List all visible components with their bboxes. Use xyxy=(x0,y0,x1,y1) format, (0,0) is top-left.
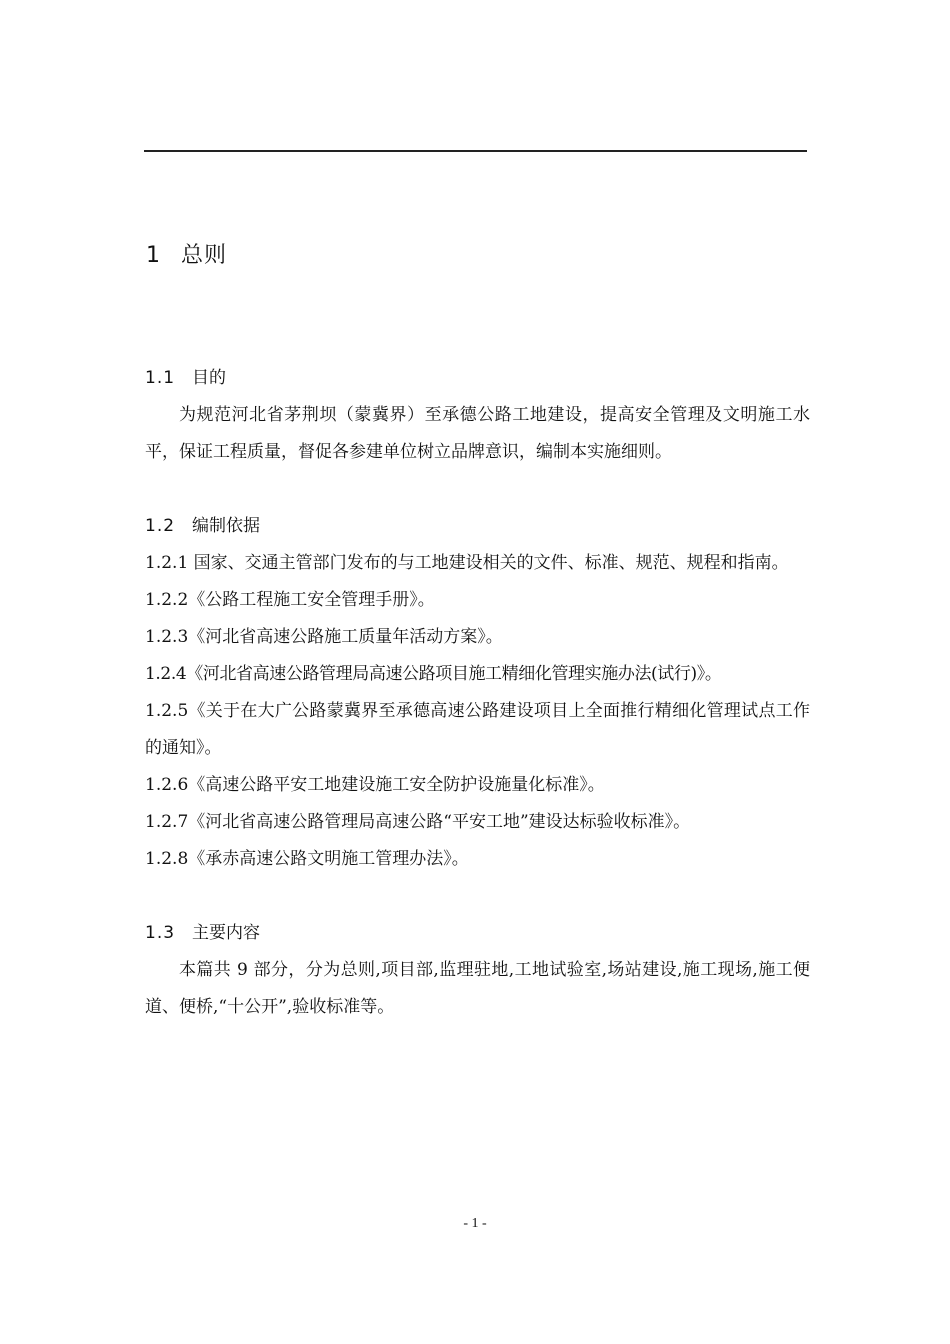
list-item: 1.2.6《高速公路平安工地建设施工安全防护设施量化标准》。 xyxy=(145,775,605,795)
section-1-3-paragraph: 本篇共 9 部分，分为总则,项目部,监理驻地,工地试验室,场站建设,施工现场,施工便道、便桥,“十公开”,验收标准等。 xyxy=(145,960,810,1017)
list-item: 1.2.5《关于在大广公路蒙冀界至承德高速公路建设项目上全面推行精细化管理试点工作的通知》。 xyxy=(145,701,810,758)
section-1-1-paragraph: 为规范河北省茅荆坝（蒙冀界）至承德公路工地建设，提高安全管理及文明施工水平，保证工程质量，督促各参建单位树立品牌意识，编制本实施细则。 xyxy=(145,405,810,462)
chapter-heading xyxy=(146,238,227,269)
list-item: 1.2.8《承赤高速公路文明施工管理办法》。 xyxy=(145,849,469,869)
section-heading-1-1 xyxy=(145,360,226,397)
reference-list xyxy=(145,545,810,878)
list-item: 1.2.4《河北省高速公路管理局高速公路项目施工精细化管理实施办法(试行)》。 xyxy=(145,664,722,684)
list-item: 1.2.1 国家、交通主管部门发布的与工地建设相关的文件、标准、规范、规程和指南。 xyxy=(145,553,789,573)
header-rule xyxy=(144,150,807,152)
page-number: - 1 - xyxy=(463,1216,487,1231)
section-number: 1.1 xyxy=(145,368,176,388)
section-title: 目的 xyxy=(192,368,226,388)
section-heading-1-3 xyxy=(145,915,260,952)
list-item: 1.2.7《河北省高速公路管理局高速公路“平安工地”建设达标验收标准》。 xyxy=(145,812,691,832)
section-title: 主要内容 xyxy=(192,923,260,943)
chapter-number: 1 xyxy=(146,243,161,268)
section-number: 1.3 xyxy=(145,923,176,943)
list-item: 1.2.3《河北省高速公路施工质量年活动方案》。 xyxy=(145,627,503,647)
list-item: 1.2.2《公路工程施工安全管理手册》。 xyxy=(145,590,435,610)
section-title: 编制依据 xyxy=(192,516,260,536)
section-heading-1-2 xyxy=(145,508,260,545)
section-number: 1.2 xyxy=(145,516,176,536)
chapter-title: 总则 xyxy=(181,243,228,268)
